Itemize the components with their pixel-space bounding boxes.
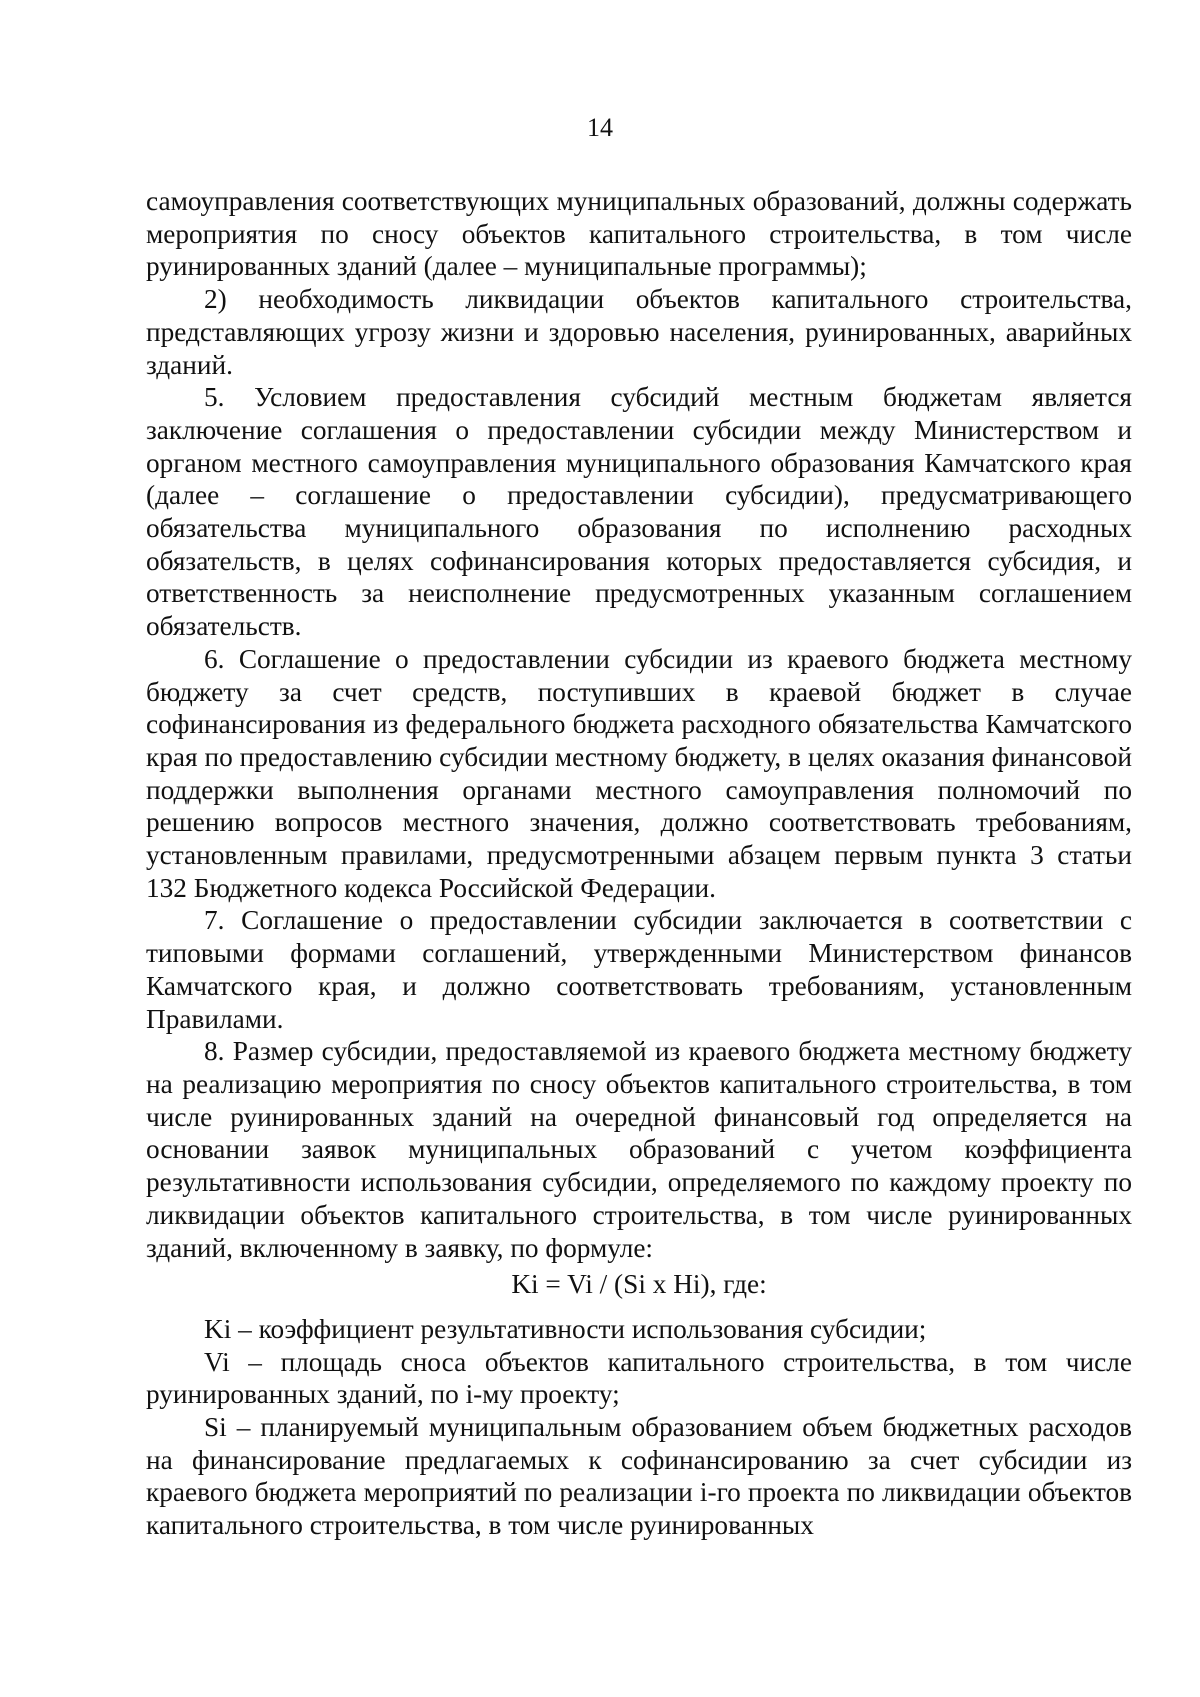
definition-ki: Ki – коэффициент результативности использования субсидии; [204,1313,927,1344]
paragraph-item-2: 2) необходимость ликвидации объектов капитального строительства, представляющих угрозу жизни и здоровью населения, руинированных, аварийных зданий. [146,284,1132,380]
definition-si: Si – планируемый муниципальным образованием объем бюджетных расходов на финансирование предлагаемых к софинансированию за счет субсидии из краевого бюджета мероприятий по реализации i-го проекта по ликвидации объектов капитального строительства, в том числе руинированных [146,1412,1132,1541]
definition-vi: Vi – площадь сноса объектов капитального строительства, в том числе руинированных зданий, по i-му проекту; [146,1346,1132,1410]
paragraph-clause-7: 7. Соглашение о предоставлении субсидии заключается в соответствии с типовыми формами соглашений, утвержденными Министерством финансов Камчатского края, и должно соответствовать требованиям, установленным Правилами. [146,905,1132,1034]
page-number: 14 [587,113,613,142]
document-body [146,185,1132,1542]
paragraph-clause-6: 6. Соглашение о предоставлении субсидии из краевого бюджета местному бюджету за счет средств, поступивших в краевой бюджет в случае софинансирования из федерального бюджета расходного обязательства Камчатского края по предоставлению субсидии местному бюджету, в целях оказания финансовой поддержки выполнения органами местного самоуправления полномочий по решению вопросов местного значения, должно соответствовать требованиям, установленным правилами, предусмотренными абзацем первым пункта 3 статьи 132 Бюджетного кодекса Российской Федерации. [146,643,1132,903]
paragraph-clause-5: 5. Условием предоставления субсидий местным бюджетам является заключение соглашения о предоставлении субсидии между Министерством и органом местного самоуправления муниципального образования Камчатского края (далее – соглашение о предоставлении субсидии), предусматривающего обязательства муниципального образования по исполнению расходных обязательств, в целях софинансирования которых предоставляется субсидия, и ответственность за неисполнение предусмотренных указанным соглашением обязательств. [146,382,1132,642]
formula: Ki = Vi / (Si x Hi), где: [511,1269,767,1300]
paragraph-clause-8: 8. Размер субсидии, предоставляемой из краевого бюджета местному бюджету на реализацию мероприятия по сносу объектов капитального строительства, в том числе руинированных зданий на очередной финансовый год определяется на основании заявок муниципальных образований с учетом коэффициента результативности использования субсидии, определяемого по каждому проекту по ликвидации объектов капитального строительства, в том числе руинированных зданий, включенному в заявку, по формуле: [146,1036,1132,1263]
paragraph-continuation: самоуправления соответствующих муниципальных образований, должны содержать мероприятия по сносу объектов капитального строительства, в том числе руинированных зданий (далее – муниципальные программы); [146,186,1132,282]
